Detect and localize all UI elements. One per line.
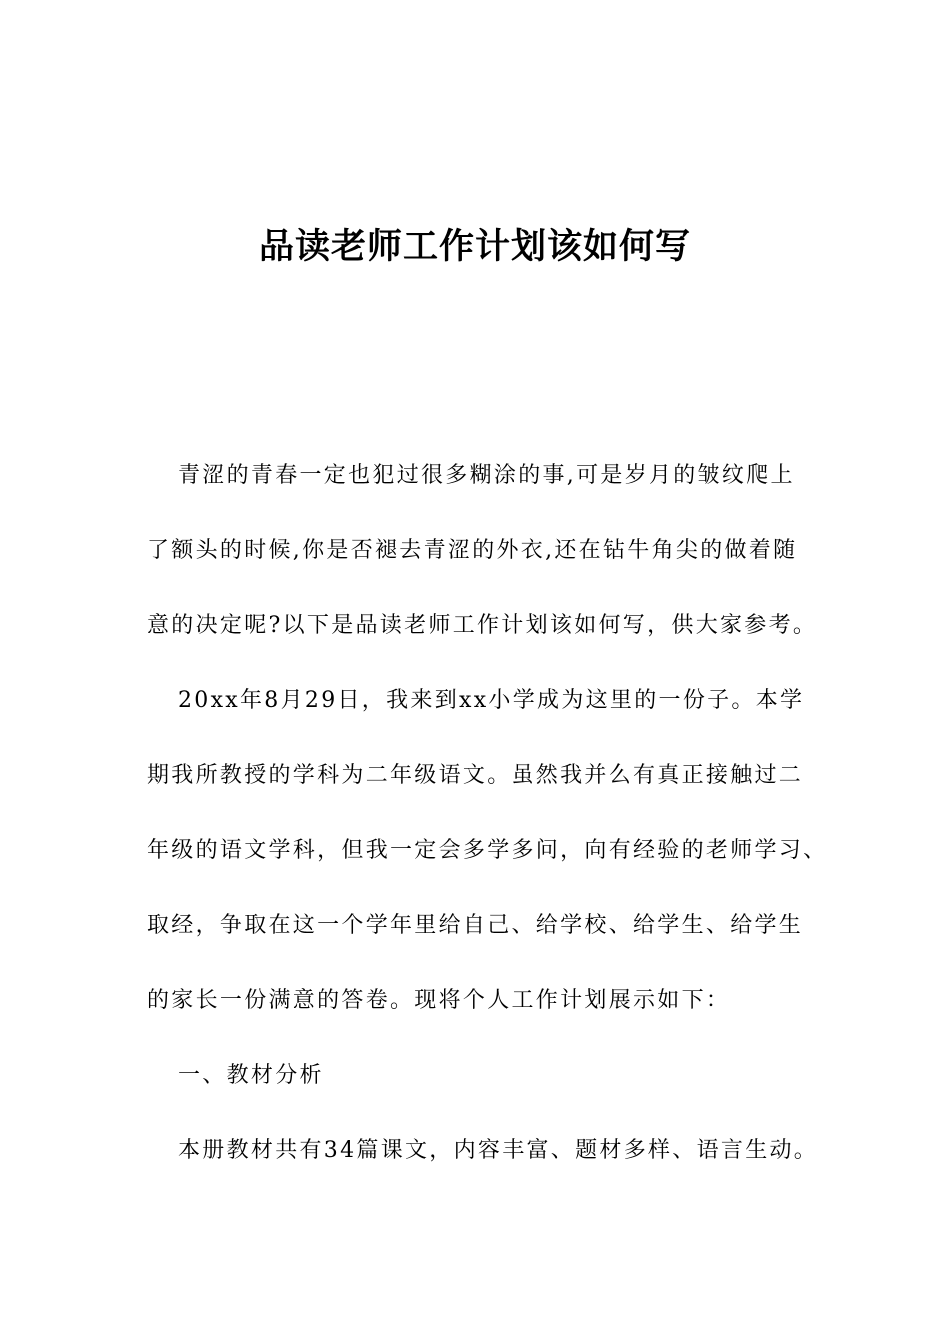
body-line: 取经，争取在这一个学年里给自己、给学校、给学生、给学生	[147, 913, 804, 938]
body-line: 本册教材共有34篇课文，内容丰富、题材多样、语言生动。	[178, 1138, 819, 1163]
body-line: 青涩的青春一定也犯过很多糊涂的事,可是岁月的皱纹爬上	[178, 463, 795, 488]
body-line: 了额头的时候,你是否褪去青涩的外衣,还在钻牛角尖的做着随	[147, 538, 798, 563]
section-heading: 一、教材分析	[178, 1063, 324, 1088]
body-line: 的家长一份满意的答卷。现将个人工作计划展示如下：	[147, 988, 731, 1013]
body-line: 期我所教授的学科为二年级语文。虽然我并么有真正接触过二	[147, 763, 804, 788]
body-line: 意的决定呢?以下是品读老师工作计划该如何写，供大家参考。	[147, 613, 818, 638]
body-line: 20xx年8月29日，我来到xx小学成为这里的一份子。本学	[178, 688, 805, 713]
page-title: 品读老师工作计划该如何写	[258, 227, 691, 267]
body-line: 年级的语文学科，但我一定会多学多问，向有经验的老师学习、	[147, 838, 828, 863]
